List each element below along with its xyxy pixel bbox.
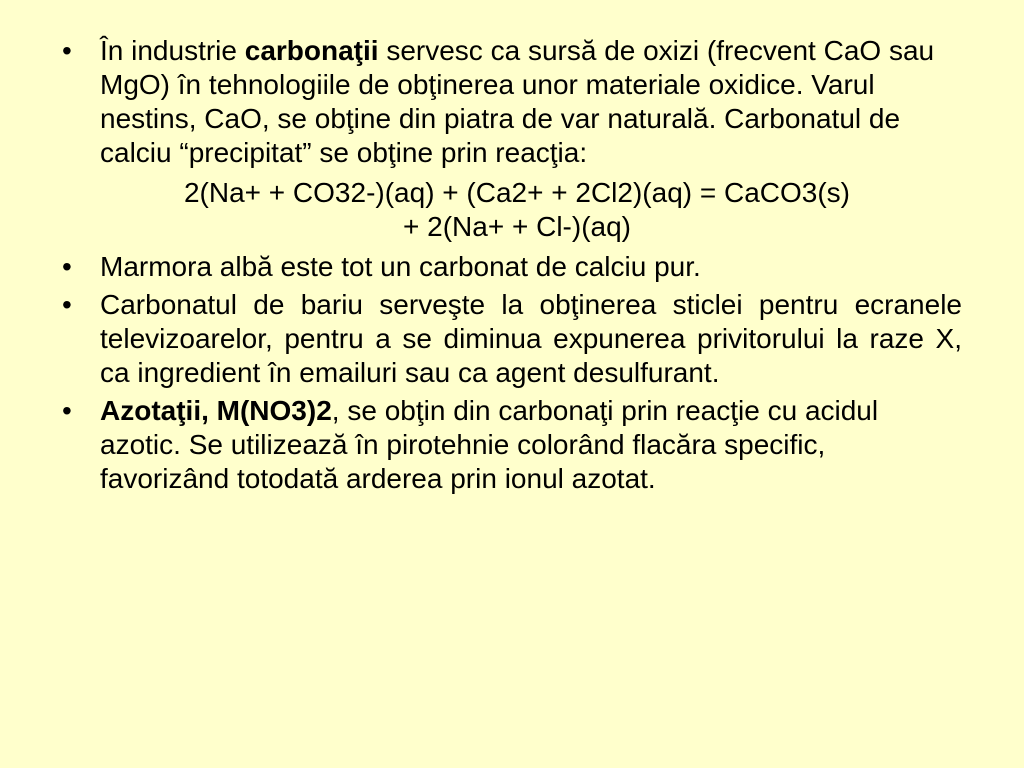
p1-rest: servesc ca sursă de oxizi (frecvent CaO sau MgO) în tehnologiile de obţinerea unor materiale oxidice. Varul nestins, CaO, se obţine din piatra de var naturală. Carbonatul de calciu “precipitat” se obţine prin reacţia: (100, 35, 935, 168)
p2-text: Marmora albă este tot un carbonat de calciu pur. (100, 251, 701, 282)
reaction-equation (72, 176, 962, 244)
equation-line-2: + 2(Na+ + Cl-)(aq) (403, 211, 631, 242)
p1-intro: În industrie (100, 35, 245, 66)
bullet-marmora (62, 250, 962, 284)
bullet-azotati (62, 394, 962, 496)
bullet-icon: • (62, 251, 72, 282)
p3-text: Carbonatul de bariu serveşte la obţinerea sticlei pentru ecranele televizoarelor, pentru a se diminua expunerea privitorului la raze X, ca ingredient în emailuri sau ca agent desulfurant. (100, 289, 962, 388)
bullet-icon: • (62, 289, 72, 320)
bullet-carbonati (62, 34, 962, 170)
p4-bold-term: Azotaţii, M(NO3)2 (100, 395, 332, 426)
p4-rest: , se obţin din carbonaţi prin reacţie cu acidul azotic. Se utilizează în pirotehnie colorând flacăra specific, favorizând totodată arderea prin ionul azotat. (100, 395, 879, 494)
bullet-icon: • (62, 395, 72, 426)
p1-bold-term: carbonaţii (244, 35, 379, 66)
bullet-carbonat-bariu (62, 288, 962, 390)
equation-line-1: 2(Na+ + CO32-)(aq) + (Ca2+ + 2Cl2)(aq) = CaCO3(s) (183, 177, 851, 208)
bullet-icon: • (62, 35, 72, 66)
